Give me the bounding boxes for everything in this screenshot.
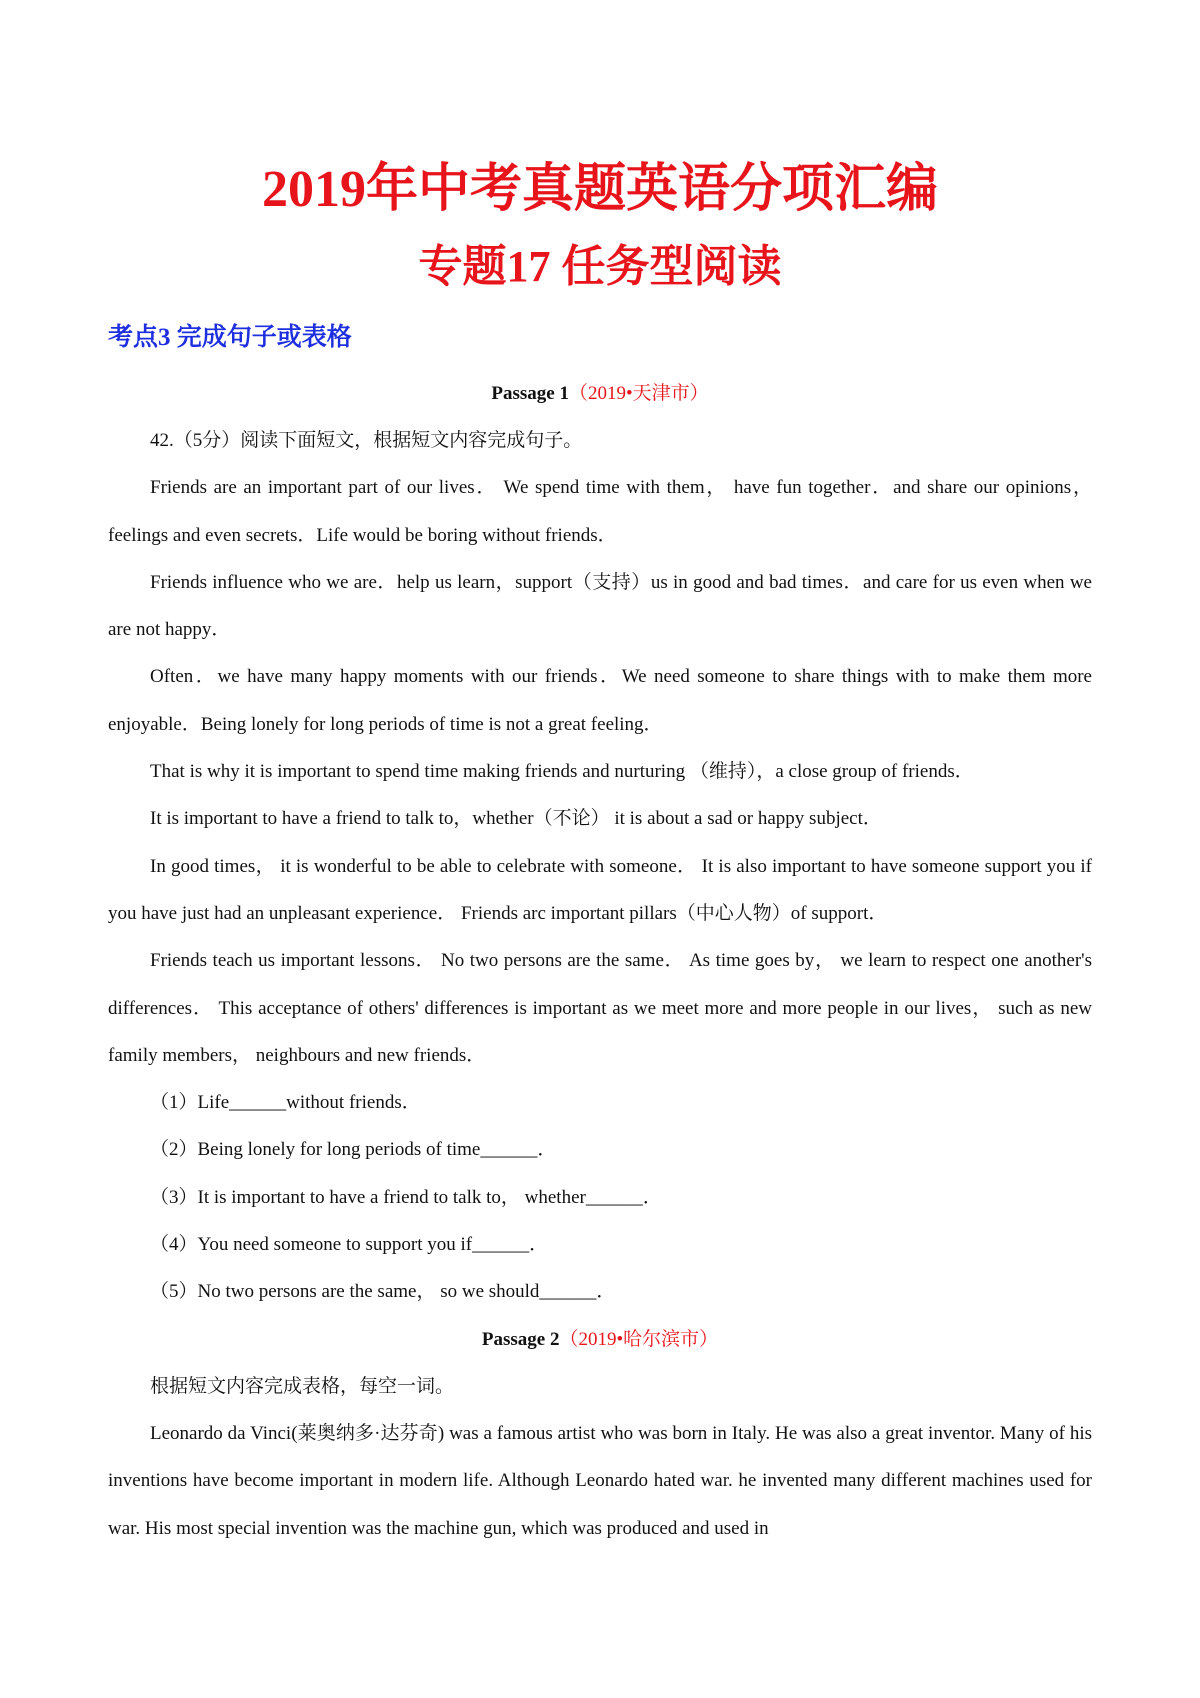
passage-1-paragraph: It is important to have a friend to talk to，whether（不论） it is about a sad or happy subject． <box>150 808 882 830</box>
passage-1-paragraph: That is why it is important to spend time making friends and nurturing （维持），a close group of friends． <box>150 761 974 783</box>
question-1: （1）Life______without friends． <box>150 1092 421 1114</box>
passage-1-paragraph: Often．we have many happy moments with our friends．We need someone to share things with to make them more enjoyable．Being lonely for long periods of time is not a great feeling． <box>108 666 1092 735</box>
passage-1-source: （2019•天津市） <box>568 383 709 404</box>
passage-1-paragraph: Friends are an important part of our lives． We spend time with them， have fun together．and share our opinions，feelings and even secrets．Life would be boring without friends． <box>108 477 1092 546</box>
passage-2-instruction: 根据短文内容完成表格，每空一词。 <box>150 1375 455 1397</box>
section-heading: 考点3 完成句子或表格 <box>108 324 352 351</box>
passage-1-paragraph: In good times， it is wonderful to be able to celebrate with someone． It is also important to have someone support you if you have just had an unpleasant experience． Friends arc important pillars（中心人物）of support． <box>108 855 1092 924</box>
passage-1-instruction: 42.（5分）阅读下面短文，根据短文内容完成句子。 <box>150 430 583 451</box>
question-5: （5）No two persons are the same， so we should______． <box>150 1281 616 1303</box>
passage-2-source: （2019•哈尔滨市） <box>559 1328 719 1350</box>
passage-1-paragraph: Friends influence who we are．help us learn，support（支持）us in good and bad times．and care for us even when we are not happy． <box>108 571 1092 641</box>
passage-1-paragraph: Friends teach us important lessons． No two persons are the same． As time goes by， we learn to respect one another's differences． This acceptance of others' differences is important as we meet more and more people in our lives， such as new family members， neighbours and new friends． <box>108 950 1092 1066</box>
passage-1-name: Passage 1 <box>491 383 569 404</box>
question-3: （3）It is important to have a friend to talk to， whether______． <box>150 1186 662 1208</box>
document-title: 2019年中考真题英语分项汇编 <box>261 161 938 218</box>
question-2: （2）Being lonely for long periods of time______． <box>150 1139 557 1161</box>
passage-2-name: Passage 2 <box>481 1328 560 1350</box>
passage-1-heading <box>108 370 1092 417</box>
passage-2-paragraph: Leonardo da Vinci(莱奥纳多·达芬奇) was a famous artist who was born in Italy. He was also a great inventor. Many of his inventions have become important in modern life. Although Leonardo hated war. he invented many different machines used for war. His most special invention was the machine gun, which was produced and used in <box>108 1422 1092 1539</box>
passage-2-heading <box>108 1316 1092 1363</box>
topic-title: 专题17 任务型阅读 <box>418 242 782 291</box>
question-4: （4）You need someone to support you if______． <box>150 1234 549 1256</box>
